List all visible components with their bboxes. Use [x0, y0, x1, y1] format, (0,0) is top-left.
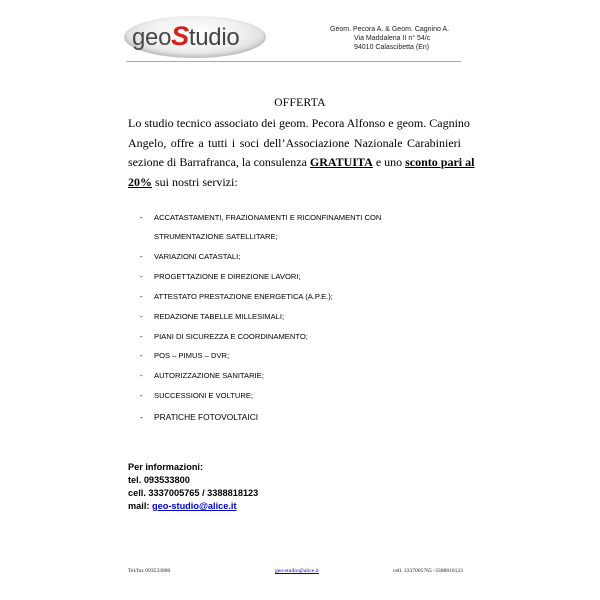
intro-text: sezione di Barrafranca, la consulenza [128, 155, 310, 169]
service-label: AUTORIZZAZIONE SANITARIE; [154, 371, 264, 380]
service-item [140, 371, 264, 380]
geostudio-logo [124, 16, 266, 58]
mail-label: mail: [128, 501, 152, 511]
email-link[interactable]: geo-studio@alice.it [152, 501, 237, 511]
header-divider [126, 61, 461, 62]
service-label: ATTESTATO PRESTAZIONE ENERGETICA (A.P.E.); [154, 292, 333, 301]
bullet-dash: - [140, 213, 143, 222]
bullet-dash: - [140, 292, 143, 301]
service-label: VARIAZIONI CATASTALI; [154, 252, 241, 261]
bullet-dash: - [140, 272, 143, 281]
service-label: PRATICHE FOTOVOLTAICI [154, 412, 259, 422]
service-label: SUCCESSIONI E VOLTURE; [154, 391, 254, 400]
logo-geo: geo [132, 24, 172, 51]
discount-percent: 20% [128, 174, 152, 189]
service-item [140, 332, 308, 341]
bullet-dash: - [140, 312, 143, 321]
service-label: ACCATASTAMENTI, FRAZIONAMENTI E RICONFINAMENTI CON [154, 213, 382, 222]
service-item [140, 312, 284, 321]
header-address [330, 25, 449, 52]
intro-line [128, 153, 475, 173]
footer-email-link[interactable]: geo-studio@alice.it [275, 568, 319, 574]
bullet-dash: - [140, 371, 143, 380]
document-title: OFFERTA [274, 97, 326, 109]
bullet-dash: - [140, 252, 143, 261]
contacts-heading: Per informazioni: [128, 462, 204, 472]
header-street: Via Maddalena II n° 54/c [354, 35, 431, 42]
bullet-dash: - [140, 332, 143, 341]
service-label: PROGETTAZIONE E DIREZIONE LAVORI; [154, 272, 301, 281]
service-label: POS – PIMUS – DVR; [154, 351, 230, 360]
header-names: Geom. Pecora A. & Geom. Cagnino A. [330, 26, 450, 33]
service-item [140, 391, 253, 400]
service-label: STRUMENTAZIONE SATELLITARE; [154, 232, 278, 241]
bullet-dash: - [140, 412, 143, 422]
discount-highlight: sconto pari al [405, 155, 475, 169]
footer-cell: cell. 3337005765 -3388818123 [393, 568, 464, 574]
intro-line [128, 173, 461, 193]
intro-line: Lo studio tecnico associato dei geom. Pecora Alfonso e geom. Cagnino [128, 116, 470, 130]
service-item [140, 213, 381, 222]
intro-line: Angelo, offre a tutti i soci dell’Associazione Nazionale Carabinieri [128, 135, 461, 150]
service-item [140, 292, 333, 301]
service-item [140, 252, 240, 261]
footer-telfax: Tel/fax 093533800 [128, 568, 171, 574]
service-item [140, 232, 278, 241]
service-label: REDAZIONE TABELLE MILLESIMALI; [154, 312, 285, 321]
contacts-block [128, 461, 258, 513]
contacts-tel: tel. 093533800 [128, 475, 190, 485]
contacts-mail [128, 500, 258, 513]
intro-paragraph [128, 114, 475, 192]
intro-text: e uno [372, 155, 406, 169]
bullet-dash: - [140, 351, 143, 360]
header-city: 94010 Calascibetta (En) [354, 44, 430, 51]
logo-wordmark [132, 21, 262, 53]
service-item [140, 351, 229, 360]
service-item [140, 272, 301, 281]
service-item [140, 412, 258, 422]
logo-red-s: S [171, 21, 189, 51]
free-highlight: GRATUITA [309, 155, 373, 169]
intro-text: sui nostri servizi: [152, 174, 238, 189]
bullet-dash: - [140, 391, 143, 400]
service-label: PIANI DI SICUREZZA E COORDINAMENTO; [154, 332, 308, 341]
logo-tudio: tudio [188, 24, 240, 51]
contacts-cell: cell. 3337005765 / 3388818123 [128, 488, 259, 498]
